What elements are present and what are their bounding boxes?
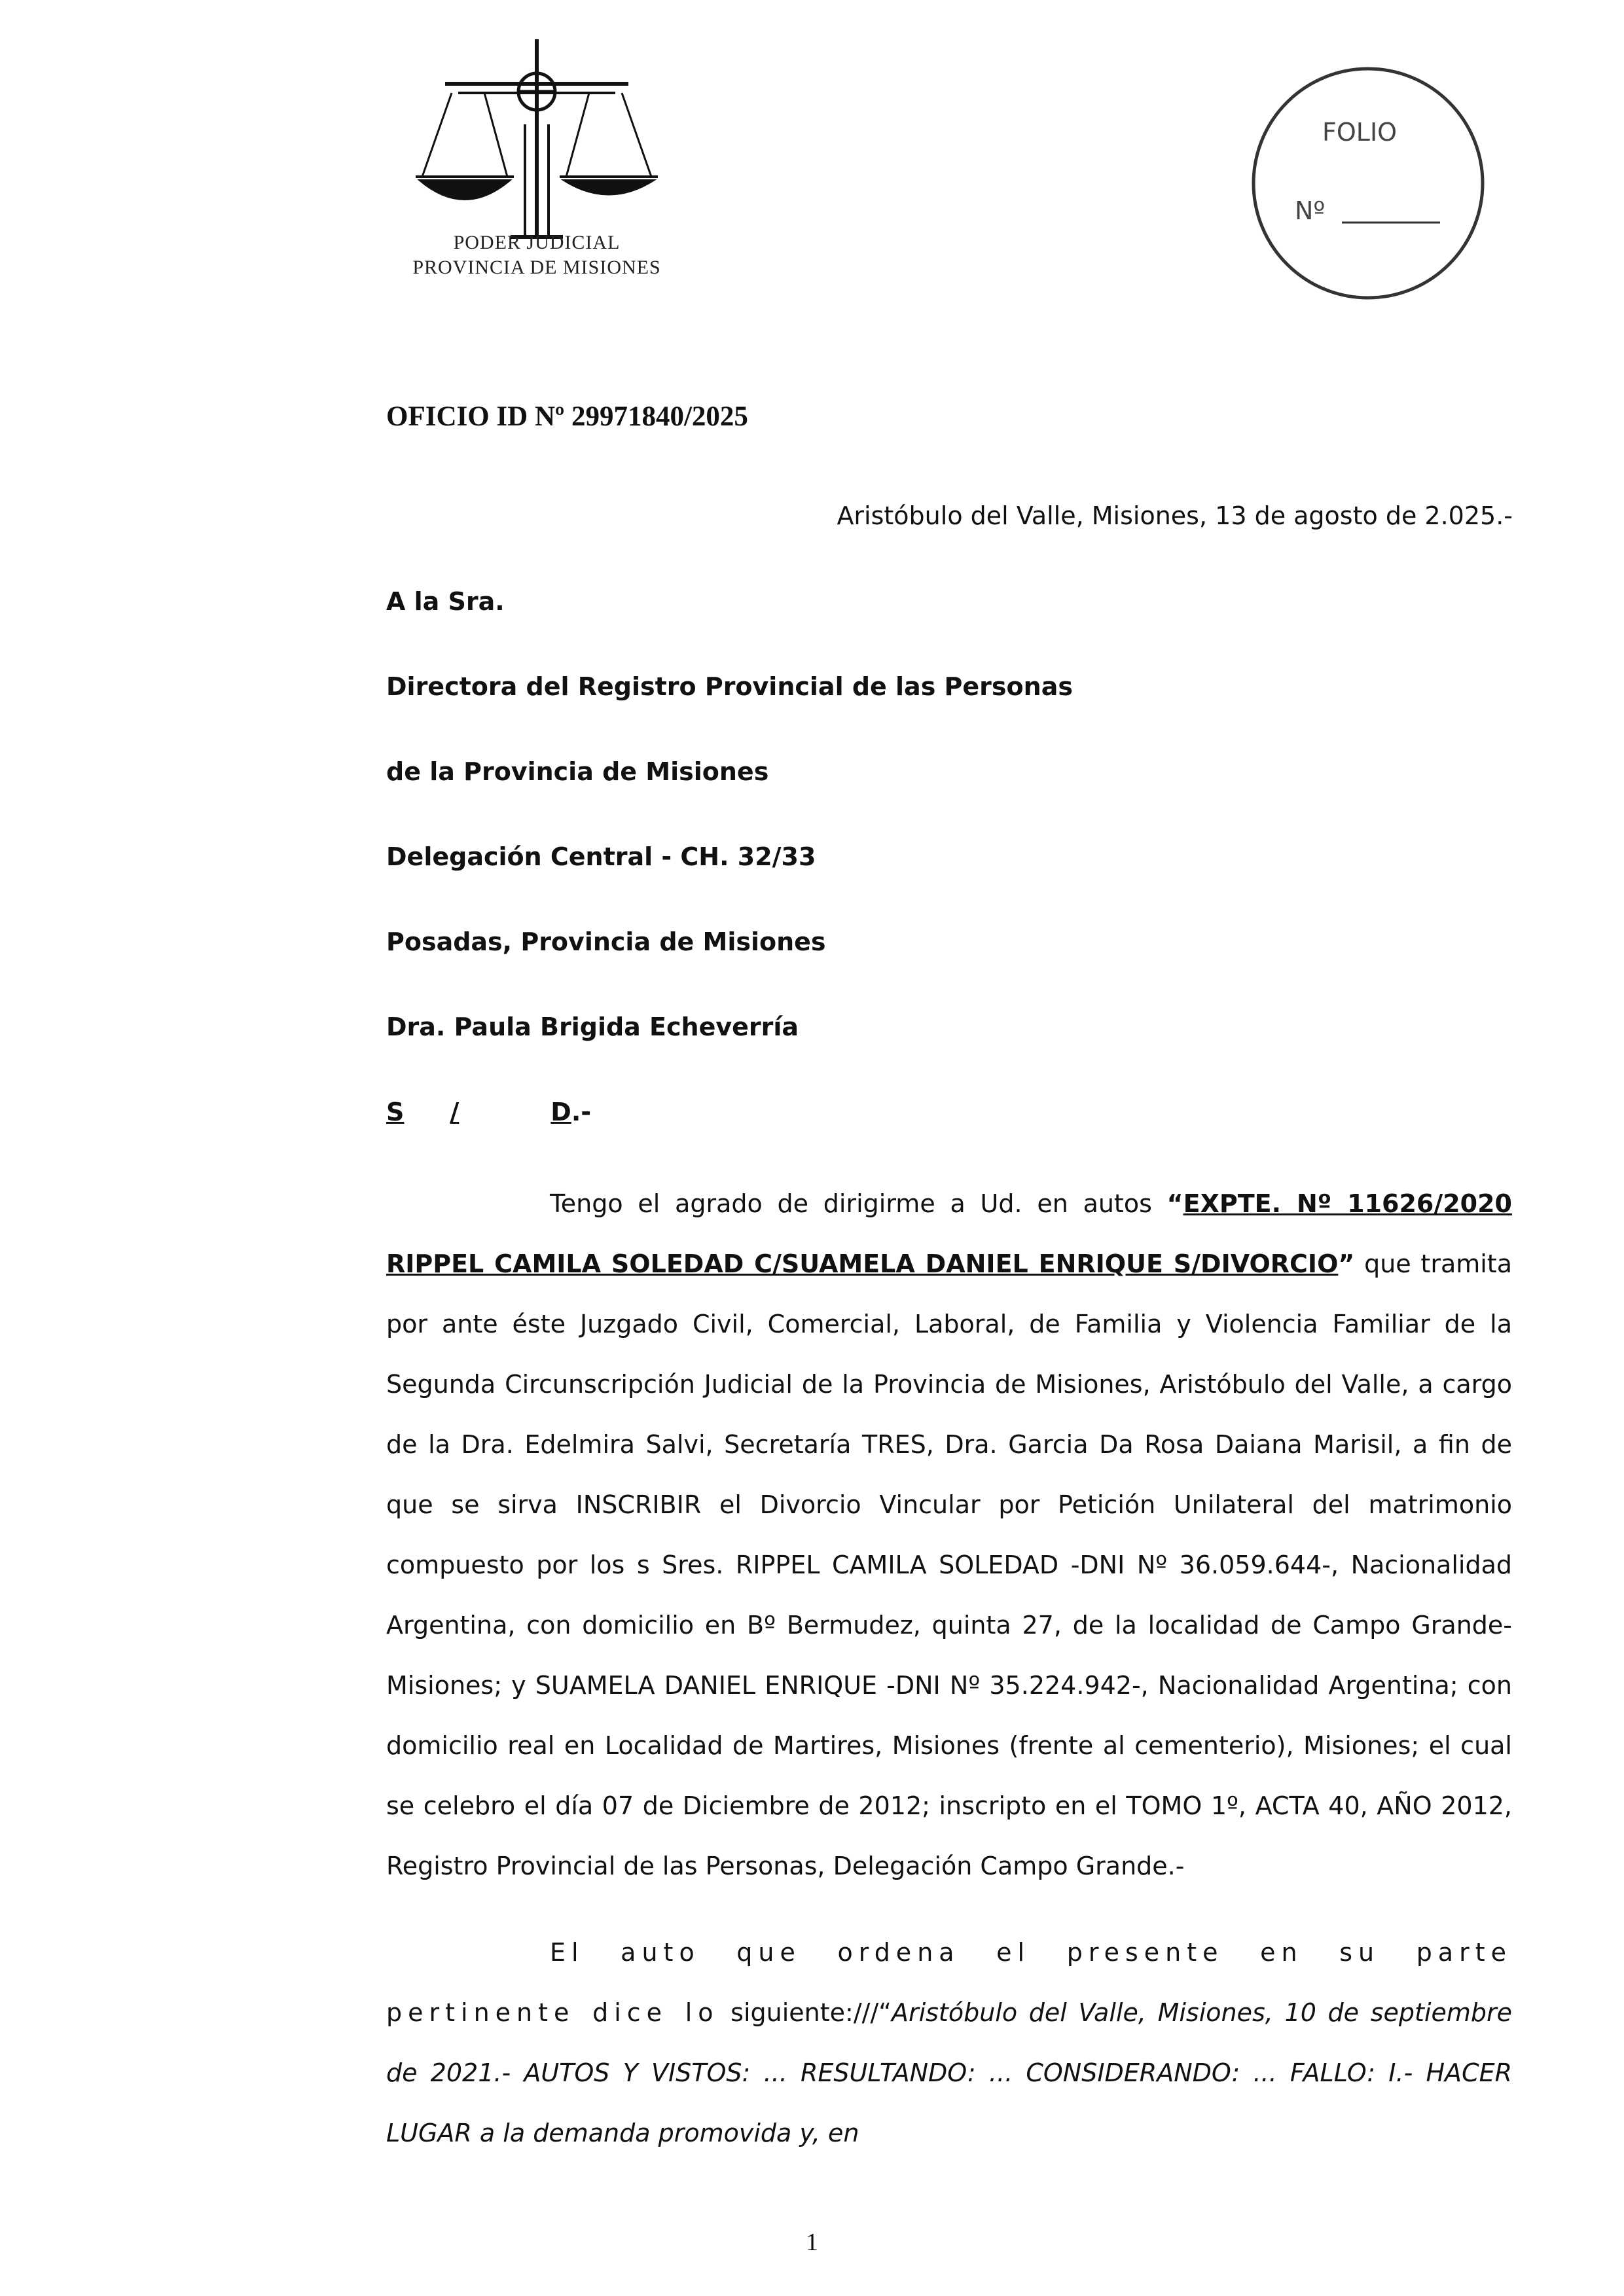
addressee-line-6: Dra. Paula Brigida Echeverría	[386, 1013, 799, 1041]
addressee-line-4: Delegación Central - CH. 32/33	[386, 842, 816, 871]
page-number: 1	[806, 2229, 818, 2256]
logo-line-1: PODER JUDICIAL	[453, 232, 621, 253]
folio-circle	[1254, 69, 1483, 298]
folio-stamp	[1244, 59, 1492, 308]
p1-intro: Tengo el agrado de dirigirme a Ud. en autos	[550, 1189, 1167, 1218]
body-paragraph-2: El auto que ordena el presente en su parte pertinente dice lo siguiente:///“Aristóbulo del Valle, Misiones, 10 de septiembre de 2021.- AUTOS Y VISTOS: ... RESULTANDO: ... CONSIDERANDO: ... FALLO: I.- HACER LUGAR a la demanda promovida y, en	[386, 1938, 1512, 2147]
poder-judicial-logo	[412, 39, 687, 288]
folio-label: FOLIO	[1322, 118, 1398, 147]
logo-line-2: PROVINCIA DE MISIONES	[412, 257, 661, 278]
date-line: Aristóbulo del Valle, Misiones, 13 de agosto de 2.025.-	[837, 501, 1513, 530]
sd-s: S / D	[386, 1098, 571, 1126]
p2-intro: El auto que ordena el presente en su parte pertinente dice lo	[386, 1938, 1512, 2027]
addressee-line-1: A la Sra.	[386, 587, 505, 616]
addressee-line-5: Posadas, Provincia de Misiones	[386, 927, 826, 956]
addressee-line-3: de la Provincia de Misiones	[386, 757, 769, 786]
case-title: EXPTE. Nº 11626/2020 RIPPEL CAMILA SOLEDAD C/SUAMELA DANIEL ENRIQUE S/DIVORCIO	[386, 1189, 1512, 1278]
scales-of-justice-icon	[416, 39, 658, 237]
p2-quote: Aristóbulo del Valle, Misiones, 10 de septiembre de 2021.- AUTOS Y VISTOS: ... RESULTANDO: ... CONSIDERANDO: ... FALLO: I.- HACER LUGAR a la demanda promovida y, en	[386, 1998, 1512, 2147]
sd-line	[386, 1098, 591, 1126]
p1-text: que tramita por ante éste Juzgado Civil, Comercial, Laboral, de Familia y Violencia Familiar de la Segunda Circunscripción Judicial de la Provincia de Misiones, Aristóbulo del Valle, a cargo de la Dra. Edelmira Salvi, Secretaría TRES, Dra. Garcia Da Rosa Daiana Marisil, a fin de que se sirva INSCRIBIR el Divorcio Vincular por Petición Unilateral del matrimonio compuesto por los s Sres. RIPPEL CAMILA SOLEDAD -DNI Nº 36.059.644-, Nacionalidad Argentina, con domicilio en Bº Bermudez, quinta 27, de la localidad de Campo Grande-Misiones; y SUAMELA DANIEL ENRIQUE -DNI Nº 35.224.942-, Nacionalidad Argentina; con domicilio real en Localidad de Martires, Misiones (frente al cementerio), Misiones; el cual se celebro el día 07 de Diciembre de 2012; inscripto en el TOMO 1º, ACTA 40, AÑO 2012, Registro Provincial de las Personas, Delegación Campo Grande.-	[386, 1249, 1512, 1880]
sd-suffix: .-	[571, 1098, 592, 1126]
oficio-title: OFICIO ID Nº 29971840/2025	[386, 401, 748, 432]
p2-text: siguiente:///	[719, 1998, 879, 2027]
addressee-line-2: Directora del Registro Provincial de las Personas	[386, 672, 1073, 701]
folio-number-label: Nº	[1295, 196, 1326, 225]
body-paragraph-1: Tengo el agrado de dirigirme a Ud. en autos “EXPTE. Nº 11626/2020 RIPPEL CAMILA SOLEDAD C/SUAMELA DANIEL ENRIQUE S/DIVORCIO” que tramita por ante éste Juzgado Civil, Comercial, Laboral, de Familia y Violencia Familiar de la Segunda Circunscripción Judicial de la Provincia de Misiones, Aristóbulo del Valle, a cargo de la Dra. Edelmira Salvi, Secretaría TRES, Dra. Garcia Da Rosa Daiana Marisil, a fin de que se sirva INSCRIBIR el Divorcio Vincular por Petición Unilateral del matrimonio compuesto por los s Sres. RIPPEL CAMILA SOLEDAD -DNI Nº 36.059.644-, Nacionalidad Argentina, con domicilio en Bº Bermudez, quinta 27, de la localidad de Campo Grande-Misiones; y SUAMELA DANIEL ENRIQUE -DNI Nº 35.224.942-, Nacionalidad Argentina; con domicilio real en Localidad de Martires, Misiones (frente al cementerio), Misiones; el cual se celebro el día 07 de Diciembre de 2012; inscripto en el TOMO 1º, ACTA 40, AÑO 2012, Registro Provincial de las Personas, Delegación Campo Grande.-	[386, 1189, 1512, 1880]
